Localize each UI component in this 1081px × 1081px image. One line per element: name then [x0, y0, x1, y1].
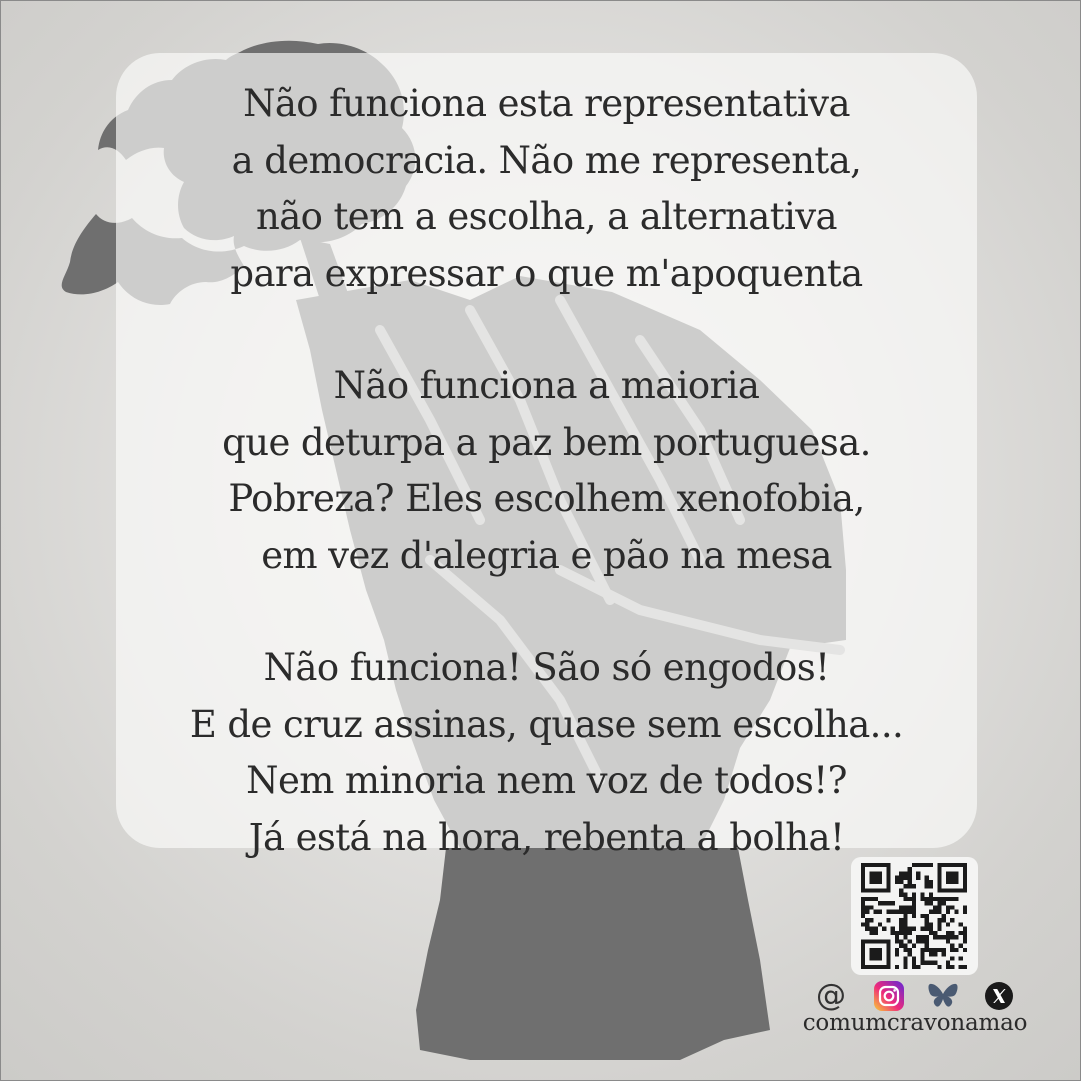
poem-stanza-2 — [116, 358, 977, 584]
social-links — [813, 978, 1023, 1014]
poem-line: Nem minoria nem voz de todos!? — [246, 759, 847, 802]
poem-line: Pobreza? Eles escolhem xenofobia, — [228, 477, 865, 520]
at-icon: @ — [816, 978, 846, 1013]
poem-line: a democracia. Não me representa, — [231, 138, 862, 182]
social-handle[interactable]: comumcravonamao — [802, 1010, 1028, 1036]
poem-line: que deturpa a paz bem portuguesa. — [222, 420, 871, 464]
poem-line: Não funciona a maioria — [333, 364, 760, 407]
poem-stanza-3 — [116, 640, 977, 866]
poem-line: Já está na hora, rebenta a bolha! — [248, 815, 845, 859]
instagram-icon[interactable] — [873, 980, 905, 1012]
qr-code-pattern — [861, 863, 967, 969]
qr-code[interactable] — [851, 857, 978, 975]
poem-line: em vez d'alegria e pão na mesa — [261, 533, 832, 577]
poem-stanza-1 — [116, 76, 977, 302]
poem-line: não tem a escolha, a alternativa — [255, 195, 837, 238]
poem-line: para expressar o que m'apoquenta — [230, 251, 863, 295]
poem-line: Não funciona esta representativa — [243, 82, 850, 125]
poem-line: Não funciona! São só engodos! — [263, 646, 830, 689]
poem — [116, 76, 977, 866]
x-icon[interactable] — [983, 980, 1015, 1012]
poem-line: E de cruz assinas, quase sem escolha... — [189, 702, 904, 746]
bluesky-icon[interactable] — [927, 980, 959, 1012]
